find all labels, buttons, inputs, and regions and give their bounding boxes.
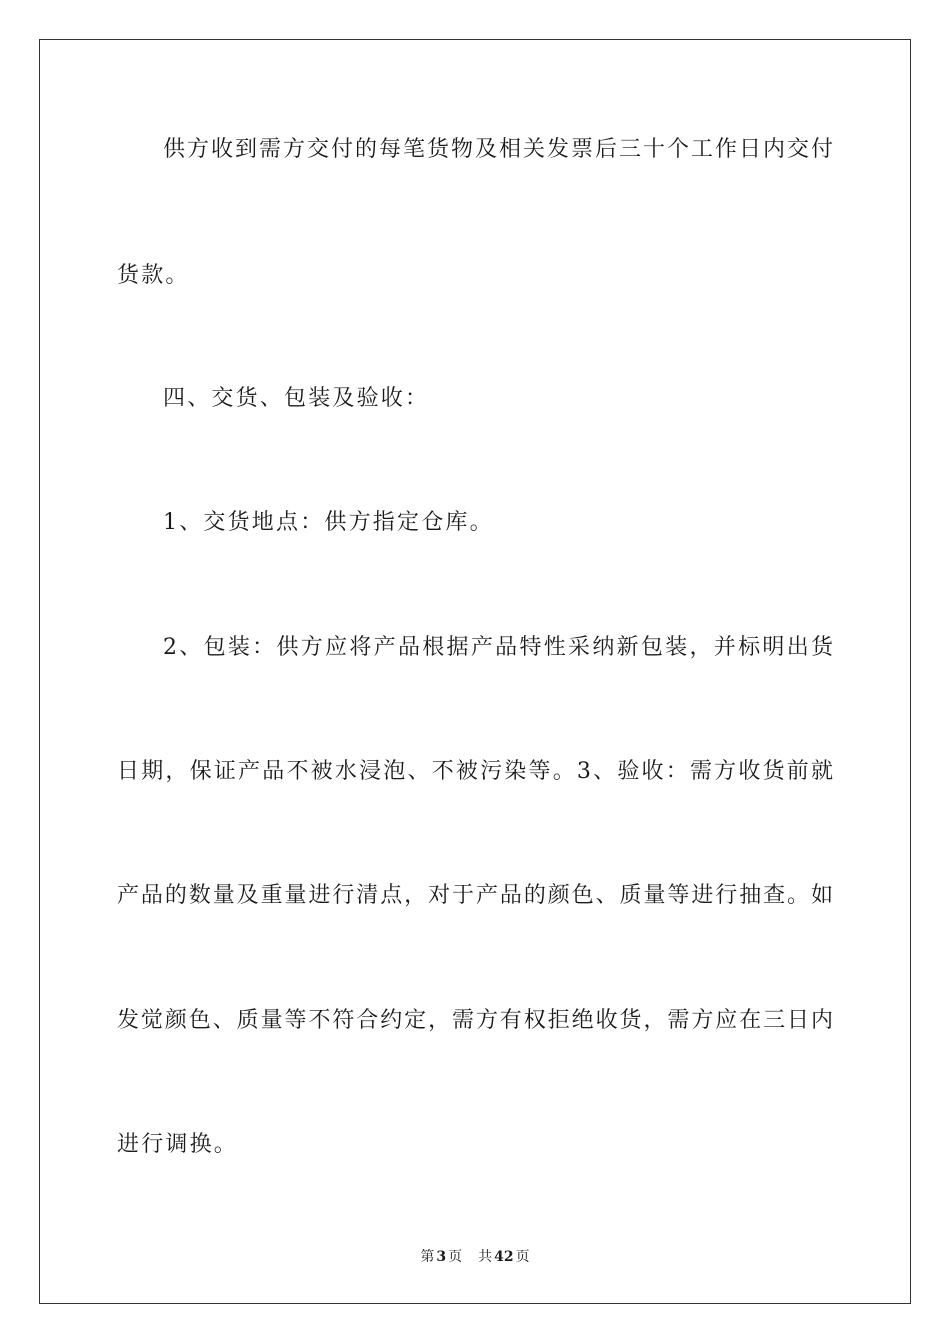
paragraph-line-4: 1、交货地点：供方指定仓库。 [163,510,494,535]
footer-page-prefix: 第 [420,1249,435,1265]
paragraph-line-6: 日期，保证产品不被水浸泡、不被污染等。3、验收：需方收货前就 [117,759,833,784]
page-footer [0,1248,950,1266]
paragraph-line-5: 2、包装：供方应将产品根据产品特性采纳新包装，并标明出货 [163,635,833,660]
paragraph-line-7: 产品的数量及重量进行清点，对于产品的颜色、质量等进行抽查。如 [117,883,833,908]
paragraph-line-8: 发觉颜色、质量等不符合约定，需方有权拒绝收货，需方应在三日内 [117,1008,833,1033]
footer-total-pages: 42 [494,1249,514,1265]
page-border [39,39,911,1304]
section-heading: 四、交货、包装及验收： [163,386,430,411]
footer-page-suffix: 页 [448,1249,463,1265]
paragraph-line-2: 货款。 [117,263,190,288]
footer-page-number: 3 [436,1249,447,1265]
footer-total-suffix: 页 [515,1249,530,1265]
footer-total-prefix: 共 [478,1249,493,1265]
paragraph-line-1: 供方收到需方交付的每笔货物及相关发票后三十个工作日内交付 [163,137,833,162]
paragraph-line-9: 进行调换。 [117,1132,239,1157]
